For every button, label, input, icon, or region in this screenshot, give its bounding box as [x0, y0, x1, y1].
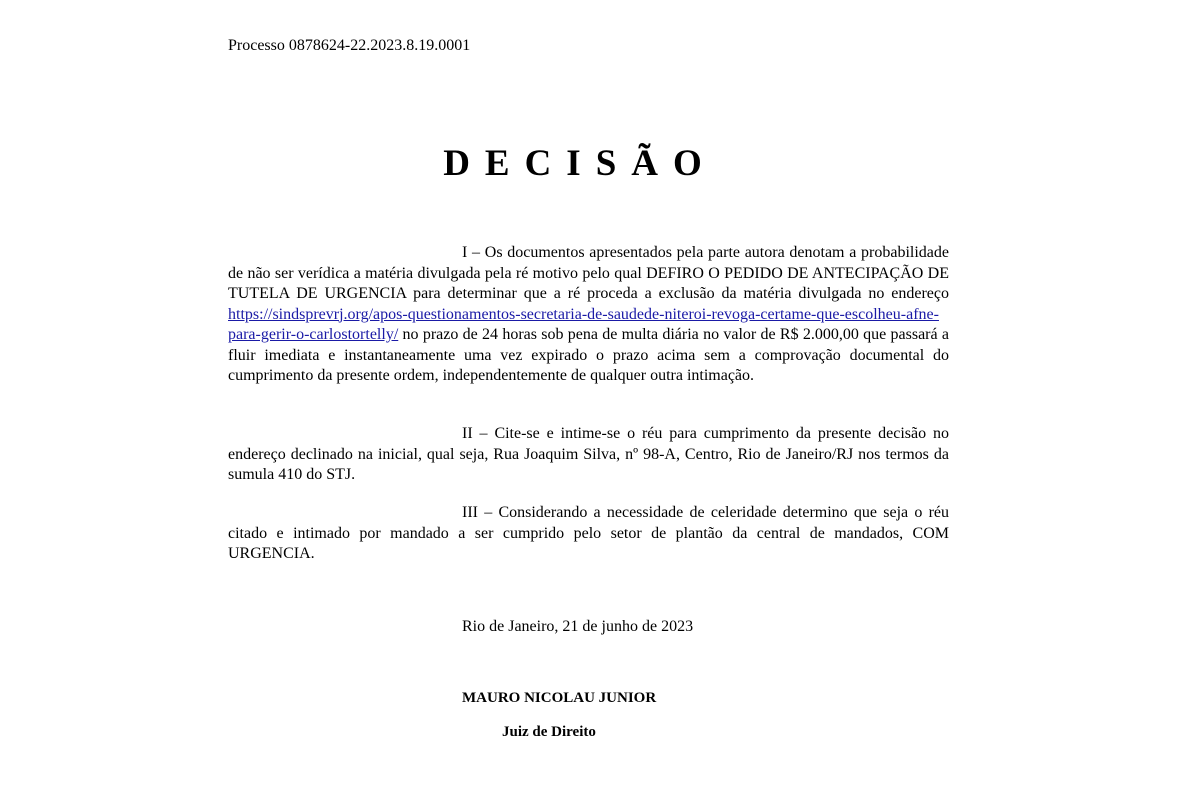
paragraph-1-text-after-link: no prazo de 24 horas sob pena de multa diária no valor de R$ 2.000,00 que passará a fluir imediata e instantaneamente uma vez expirado o prazo acima sem a comprovação documental do cumprimento da presente ordem, independentemente de qualquer outra intimação. [228, 326, 949, 384]
paragraph-1-text-before-link: I – Os documentos apresentados pela parte autora denotam a probabilidade de não ser verídica a matéria divulgada pela ré motivo pelo qual DEFIRO O PEDIDO DE ANTECIPAÇÃO DE TUTELA DE URGENCIA para determinar que a ré proceda a exclusão da matéria divulgada no endereço [228, 244, 949, 302]
place-and-date: Rio de Janeiro, 21 de junho de 2023 [462, 618, 694, 635]
judge-title: Juiz de Direito [502, 724, 596, 740]
judge-name: MAURO NICOLAU JUNIOR [462, 690, 657, 706]
document-title: DECISÃO [443, 143, 717, 184]
paragraph-3: III – Considerando a necessidade de celeridade determino que seja o réu citado e intimado por mandado a ser cumprido pelo setor de plantão da central de mandados, COM URGENCIA. [228, 504, 949, 562]
paragraph-2: II – Cite-se e intime-se o réu para cumprimento da presente decisão no endereço declinado na inicial, qual seja, Rua Joaquim Silva, nº 98-A, Centro, Rio de Janeiro/RJ nos termos da sumula 410 do STJ. [228, 425, 949, 483]
source-url-link[interactable]: https://sindsprevrj.org/apos-questionamentos-secretaria-de-saudede-niteroi-revoga-certame-que-escolheu-afne-para-gerir-o-carlostortelly/ [228, 305, 939, 343]
process-number: Processo 0878624-22.2023.8.19.0001 [228, 37, 471, 54]
paragraph-1 [228, 243, 949, 387]
